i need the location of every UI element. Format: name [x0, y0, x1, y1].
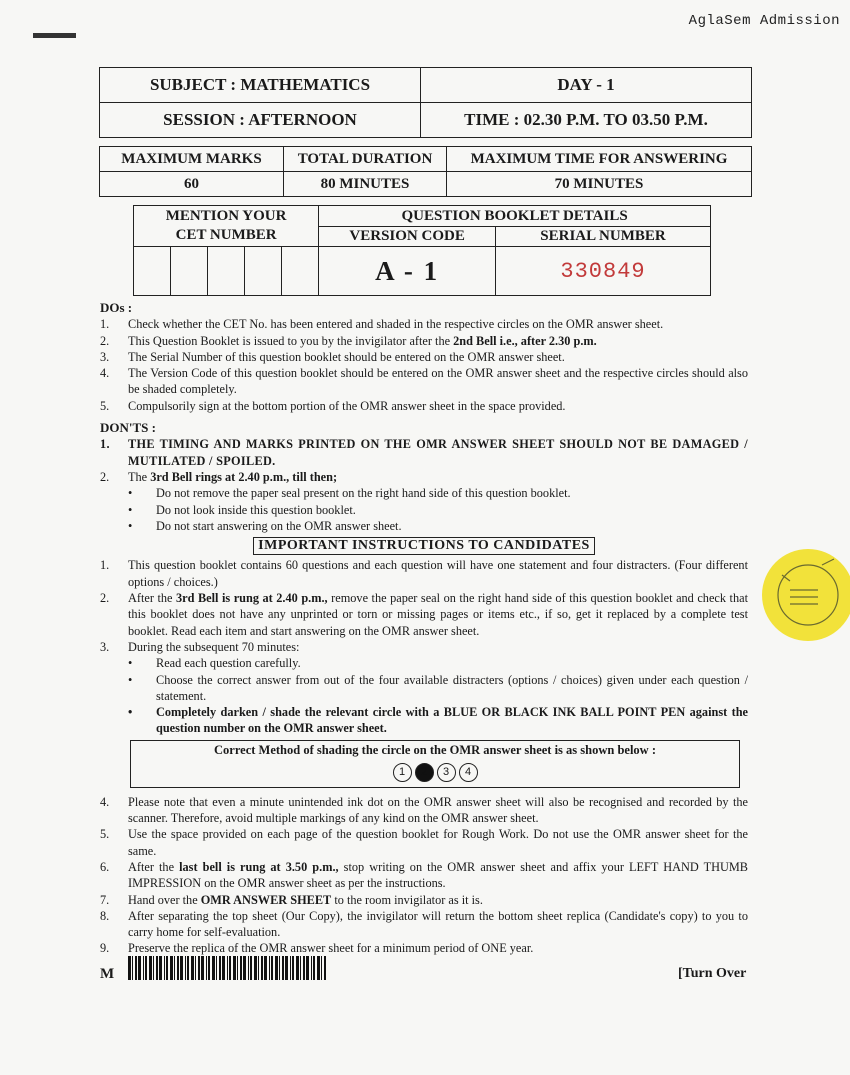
- omr-circle-2-filled: 2: [415, 763, 434, 782]
- item-number: 2.: [100, 591, 110, 606]
- session-cell: SESSION : AFTERNOON: [100, 103, 421, 138]
- total-duration-header: TOTAL DURATION: [284, 147, 447, 172]
- item-number: 6.: [100, 859, 110, 874]
- item-text: The Serial Number of this question booklet should be entered on the OMR answer sheet.: [128, 349, 565, 364]
- item-number: 3.: [100, 349, 110, 364]
- list-item: [100, 333, 748, 349]
- instructions-title: IMPORTANT INSTRUCTIONS TO CANDIDATES: [253, 537, 595, 555]
- subject-cell: SUBJECT : MATHEMATICS: [100, 68, 421, 103]
- item-number: 1.: [100, 558, 110, 573]
- list-item: [100, 469, 748, 485]
- booklet-details-title: QUESTION BOOKLET DETAILS: [319, 206, 711, 227]
- item-text: This Question Booklet is issued to you by the invigilator after the: [128, 333, 454, 348]
- instructions-content: [100, 298, 748, 957]
- omr-circles: [131, 763, 739, 782]
- watermark-text: AglaSem Admission: [688, 13, 840, 29]
- booklet-code: M: [100, 966, 115, 982]
- list-item: [100, 349, 748, 365]
- corner-bar: [33, 33, 76, 38]
- item-text: Hand over the: [128, 892, 201, 907]
- item-bold-text: 3rd Bell rings at 2.40 p.m., till then;: [150, 469, 338, 484]
- cet-digit-box[interactable]: [208, 247, 245, 296]
- list-item: [100, 826, 748, 859]
- item-text: During the subsequent 70 minutes:: [128, 639, 300, 654]
- item-text: Please note that even a minute unintended ink dot on the OMR answer sheet will also be recognised and recorded by the scanner. Therefore, avoid multiple markings of any kind on the OMR answer sheet.: [128, 794, 748, 826]
- bullet-item: • Do not start answering on the OMR answer sheet.: [100, 518, 748, 534]
- list-item: [100, 398, 748, 414]
- list-item: [100, 557, 748, 590]
- bullet-item: • Completely darken / shade the relevant circle with a BLUE OR BLACK INK BALL POINT PEN against the question number on the OMR answer sheet.: [100, 704, 748, 737]
- item-text: Preserve the replica of the OMR answer sheet for a minimum period of ONE year.: [128, 941, 534, 956]
- omr-circle-1: 1: [393, 763, 412, 782]
- item-bold-text: last bell is rung at 3.50 p.m.,: [179, 859, 339, 874]
- booklet-table: [133, 205, 711, 296]
- item-number: 8.: [100, 908, 110, 923]
- item-text: remove the paper seal on the right hand side of this question booklet and check that this booklet does not have any unprinted or torn or missing pages or items etc., if so, get it replaced by a complete test booklet. Read each item and start answering on the OMR answer sheet.: [128, 591, 748, 638]
- seal-sticker-icon: [760, 545, 850, 645]
- list-item: [100, 940, 748, 956]
- max-marks-header: MAXIMUM MARKS: [100, 147, 284, 172]
- turn-over-text: [Turn Over: [678, 966, 747, 981]
- serial-number-label: SERIAL NUMBER: [496, 227, 711, 247]
- item-text: Compulsorily sign at the bottom portion of the OMR answer sheet in the space provided.: [128, 398, 566, 413]
- list-item: [100, 892, 748, 908]
- item-number: 4.: [100, 794, 110, 809]
- max-time-header: MAXIMUM TIME FOR ANSWERING: [447, 147, 752, 172]
- item-number: 4.: [100, 366, 110, 381]
- total-duration-value: 80 MINUTES: [284, 172, 447, 197]
- item-text: stop writing on the OMR answer sheet and affix your LEFT HAND THUMB IMPRESSION on the OMR answer sheet as per the instructions.: [128, 859, 748, 891]
- max-marks-value: 60: [100, 172, 284, 197]
- list-item: [100, 859, 748, 892]
- item-number: 1.: [100, 317, 110, 332]
- list-item: [100, 436, 748, 469]
- omr-circle-3: 3: [437, 763, 456, 782]
- bullet-item: • Read each question carefully.: [100, 655, 748, 671]
- cet-digit-box[interactable]: [245, 247, 282, 296]
- item-number: 9.: [100, 941, 110, 956]
- item-text: The Version Code of this question booklet should be entered on the OMR answer sheet and the respective circles should also be shaded completely.: [128, 366, 748, 397]
- item-number: 1.: [100, 437, 110, 452]
- list-item: [100, 908, 748, 941]
- cet-label-line1: MENTION YOUR: [165, 208, 287, 224]
- item-text: The: [128, 469, 151, 484]
- item-text: to the room invigilator as it is.: [331, 892, 483, 907]
- item-text: After the: [128, 591, 177, 606]
- item-text: After separating the top sheet (Our Copy), the invigilator will return the bottom sheet replica (Candidate's copy) to you to carry home for self-evaluation.: [128, 908, 748, 940]
- list-item: [100, 316, 748, 332]
- bullet-item: • Do not look inside this question booklet.: [100, 502, 748, 518]
- time-cell: TIME : 02.30 P.M. TO 03.50 P.M.: [421, 103, 752, 138]
- day-cell: DAY - 1: [421, 68, 752, 103]
- item-text: After the: [128, 859, 180, 874]
- omr-example-box: [130, 740, 740, 788]
- cet-digit-box[interactable]: [134, 247, 171, 296]
- marks-table: [99, 146, 752, 197]
- list-item: [100, 794, 748, 827]
- bullet-item: • Choose the correct answer from out of the four available distracters (options / choices) given under each question / statement.: [100, 672, 748, 705]
- item-number: 7.: [100, 892, 110, 907]
- omr-circle-4: 4: [459, 763, 478, 782]
- item-number: 2.: [100, 333, 110, 348]
- item-number: 5.: [100, 827, 110, 842]
- max-time-value: 70 MINUTES: [447, 172, 752, 197]
- item-bold-text: 3rd Bell is rung at 2.40 p.m.,: [176, 591, 328, 606]
- serial-number-value: 330849: [496, 247, 711, 296]
- item-bold-text: 2nd Bell i.e., after 2.30 p.m.: [453, 333, 597, 348]
- item-number: 5.: [100, 398, 110, 413]
- item-text: Check whether the CET No. has been entered and shaded in the respective circles on the OMR answer sheet.: [128, 317, 664, 332]
- cet-digit-box[interactable]: [282, 247, 319, 296]
- omr-caption: Correct Method of shading the circle on the OMR answer sheet is as shown below :: [214, 742, 656, 757]
- cet-label-line2: CET NUMBER: [175, 227, 277, 243]
- cet-digit-box[interactable]: [171, 247, 208, 296]
- item-text: Use the space provided on each page of the question booklet for Rough Work. Do not use the OMR answer sheet for the same.: [128, 827, 748, 858]
- dos-title: DOs :: [100, 300, 133, 315]
- list-item: [100, 639, 748, 655]
- version-code-value: A - 1: [319, 247, 496, 296]
- barcode-icon: [128, 956, 328, 980]
- instructions-heading: [100, 537, 748, 555]
- item-bold-text: OMR ANSWER SHEET: [200, 892, 332, 907]
- donts-title: DON'TS :: [100, 420, 156, 436]
- version-code-label: VERSION CODE: [319, 227, 496, 247]
- item-text: This question booklet contains 60 questions and each question will have one statement and four distracters. (Four different options / choices.): [128, 558, 748, 589]
- item-number: 2.: [100, 469, 110, 484]
- list-item: [100, 590, 748, 639]
- cet-number-label: [134, 206, 319, 247]
- list-item: [100, 365, 748, 398]
- item-text: THE TIMING AND MARKS PRINTED ON THE OMR ANSWER SHEET SHOULD NOT BE DAMAGED / MUTILATED / SPOILED.: [128, 437, 748, 468]
- header-table: [99, 67, 752, 138]
- bullet-item: • Do not remove the paper seal present on the right hand side of this question booklet.: [100, 485, 748, 501]
- item-number: 3.: [100, 639, 110, 654]
